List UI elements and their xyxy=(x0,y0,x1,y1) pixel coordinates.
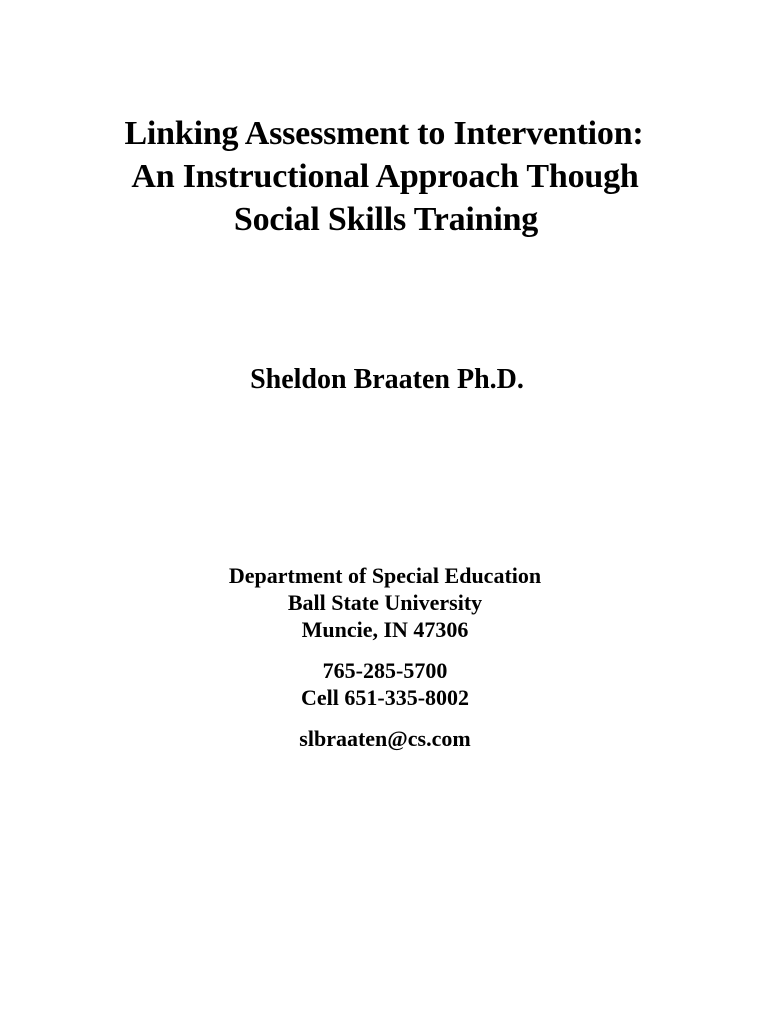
author-name: Sheldon Braaten Ph.D. xyxy=(250,364,524,395)
cell-phone: Cell 651-335-8002 xyxy=(300,685,470,710)
contact-block xyxy=(0,562,770,752)
title-line-2: An Instructional Approach Though xyxy=(131,158,639,195)
office-phone: 765-285-5700 xyxy=(322,658,448,683)
spacer xyxy=(0,643,770,657)
spacer xyxy=(0,711,770,725)
title-line-1: Linking Assessment to Intervention: xyxy=(124,115,644,152)
title-line-3: Social Skills Training xyxy=(233,201,539,238)
email-address: slbraaten@cs.com xyxy=(299,726,471,751)
university-name: Ball State University xyxy=(287,590,483,615)
department-name: Department of Special Education xyxy=(228,563,542,588)
city-address: Muncie, IN 47306 xyxy=(301,617,469,642)
document-title xyxy=(0,112,770,241)
